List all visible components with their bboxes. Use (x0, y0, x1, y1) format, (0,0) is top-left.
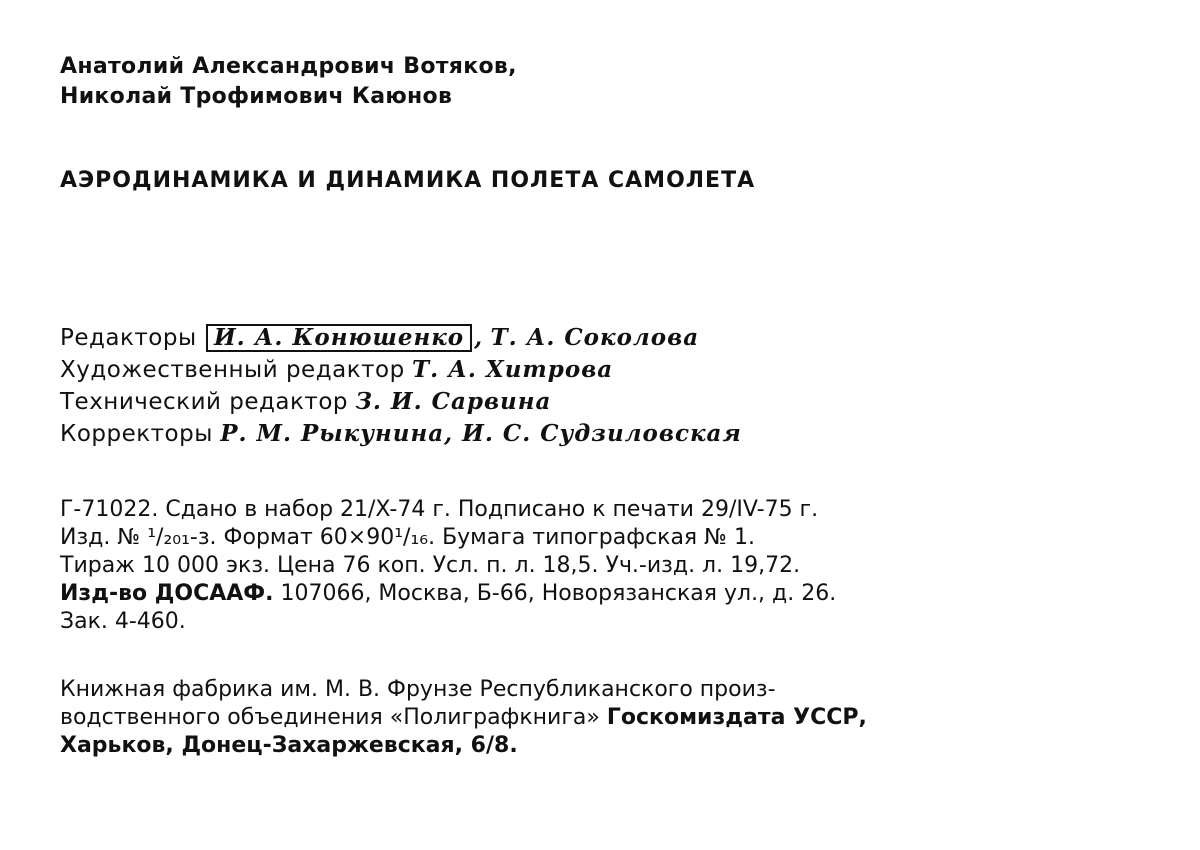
imprint-line-1: Г-71022. Сдано в набор 21/X-74 г. Подписано к печати 29/IV-75 г. (60, 497, 819, 522)
printer-line-2-a: водственного объединения «Полиграфкнига» (60, 705, 607, 730)
printer-block (60, 676, 1150, 760)
printer-line-3: Харьков, Донец-Захаржевская, 6/8. (60, 733, 518, 758)
editors-label: Редакторы (60, 325, 197, 351)
imprint-line-5: Зак. 4-460. (60, 609, 186, 634)
printer-line-1: Книжная фабрика им. М. В. Фрунзе Республиканского произ- (60, 677, 776, 702)
imprint-line-2: Изд. № ¹/₂₀₁-з. Формат 60×90¹/₁₆. Бумага типографская № 1. (60, 525, 756, 550)
printer-line-2 (60, 704, 1150, 732)
proofreaders-names: Р. М. Рыкунина, И. С. Судзиловская (220, 420, 742, 447)
tech-editor-label: Технический редактор (60, 389, 348, 415)
editor-separator: , (474, 324, 484, 351)
art-editor-row (60, 354, 1150, 386)
author-1: Анатолий Александрович Вотяков, (60, 54, 517, 79)
imprint-block (60, 496, 1150, 636)
proofreaders-row (60, 418, 1150, 450)
publisher-address: 107066, Москва, Б-66, Новорязанская ул., д. 26. (273, 581, 837, 606)
art-editor-name: Т. А. Хитрова (411, 356, 614, 383)
author-2: Николай Трофимович Каюнов (60, 84, 453, 109)
imprint-line-4 (60, 580, 1150, 608)
art-editor-label: Художественный редактор (60, 357, 405, 383)
tech-editor-name: З. И. Сарвина (355, 388, 552, 415)
book-title: АЭРОДИНАМИКА И ДИНАМИКА ПОЛЕТА САМОЛЕТА (60, 168, 756, 193)
authors (60, 52, 1150, 112)
tech-editor-row (60, 386, 1150, 418)
publisher-name: Изд-во ДОСААФ. (60, 581, 274, 606)
credits (60, 322, 1150, 450)
imprint-line-3: Тираж 10 000 экз. Цена 76 коп. Усл. п. л. 18,5. Уч.-изд. л. 19,72. (60, 553, 801, 578)
editor-1-name: И. А. Конюшенко (206, 324, 472, 352)
proofreaders-label: Корректоры (60, 421, 213, 447)
editors-row (60, 322, 1150, 354)
printer-line-2-b: Госкомиздата УССР, (606, 705, 867, 730)
editor-2-name: Т. А. Соколова (490, 324, 700, 351)
